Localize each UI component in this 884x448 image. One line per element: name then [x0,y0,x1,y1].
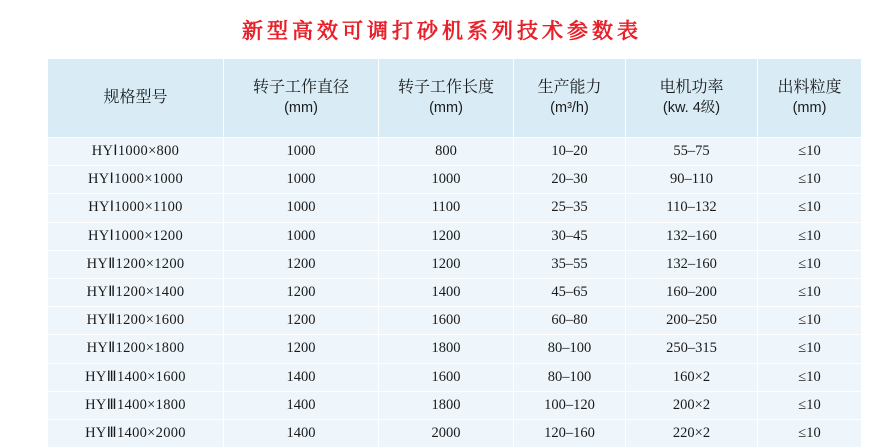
column-header-output [758,59,862,138]
column-header-capacity [514,59,626,138]
cell-model: HYⅢ1400×1800 [48,391,224,419]
page-title: 新型高效可调打砂机系列技术参数表 [242,20,642,43]
cell-power: 200–250 [626,307,758,335]
cell-model: HYⅢ1400×1600 [48,363,224,391]
cell-capacity: 25–35 [514,194,626,222]
cell-diameter: 1200 [224,278,379,306]
column-header-length [379,59,514,138]
cell-length: 1600 [379,307,514,335]
cell-length: 1400 [379,278,514,306]
cell-power: 132–160 [626,222,758,250]
cell-output: ≤10 [758,166,862,194]
cell-capacity: 80–100 [514,363,626,391]
table-header [48,59,862,138]
cell-output: ≤10 [758,250,862,278]
column-header-model [48,59,224,138]
cell-capacity: 80–100 [514,335,626,363]
cell-diameter: 1000 [224,222,379,250]
cell-diameter: 1200 [224,335,379,363]
table-body [48,138,862,448]
cell-power: 160×2 [626,363,758,391]
cell-capacity: 60–80 [514,307,626,335]
column-header-capacity-label: 生产能力 [537,79,602,97]
cell-capacity: 10–20 [514,138,626,166]
cell-power: 160–200 [626,278,758,306]
cell-output: ≤10 [758,419,862,447]
cell-output: ≤10 [758,138,862,166]
column-header-diameter-unit: (mm) [284,100,318,117]
cell-capacity: 20–30 [514,166,626,194]
cell-capacity: 100–120 [514,391,626,419]
cell-length: 1200 [379,222,514,250]
cell-diameter: 1000 [224,138,379,166]
cell-diameter: 1200 [224,250,379,278]
cell-power: 90–110 [626,166,758,194]
cell-power: 110–132 [626,194,758,222]
table-row [48,278,862,306]
cell-output: ≤10 [758,278,862,306]
cell-diameter: 1200 [224,307,379,335]
cell-length: 1000 [379,166,514,194]
cell-diameter: 1000 [224,166,379,194]
cell-model: HYⅢ1400×2000 [48,419,224,447]
table-row [48,363,862,391]
header-row [48,59,862,138]
cell-power: 55–75 [626,138,758,166]
table-row [48,222,862,250]
cell-output: ≤10 [758,222,862,250]
cell-output: ≤10 [758,391,862,419]
cell-model: HYⅠ1000×1000 [48,166,224,194]
cell-output: ≤10 [758,335,862,363]
cell-model: HYⅡ1200×1800 [48,335,224,363]
cell-power: 250–315 [626,335,758,363]
cell-length: 1100 [379,194,514,222]
column-header-model-label: 规格型号 [103,89,168,107]
cell-capacity: 30–45 [514,222,626,250]
cell-power: 132–160 [626,250,758,278]
cell-length: 1800 [379,391,514,419]
cell-model: HYⅠ1000×800 [48,138,224,166]
table-row [48,335,862,363]
cell-output: ≤10 [758,363,862,391]
cell-capacity: 35–55 [514,250,626,278]
cell-capacity: 45–65 [514,278,626,306]
column-header-output-label: 出料粒度 [777,79,842,97]
cell-diameter: 1400 [224,419,379,447]
table-row [48,307,862,335]
cell-diameter: 1400 [224,391,379,419]
column-header-length-label: 转子工作长度 [397,79,494,97]
table-row [48,419,862,447]
table-row [48,391,862,419]
table-row [48,250,862,278]
column-header-output-unit: (mm) [792,100,827,117]
table-row [48,194,862,222]
column-header-power-label: 电机功率 [659,79,724,97]
column-header-capacity-unit: (m³/h) [550,100,589,117]
column-header-diameter [224,59,379,138]
cell-length: 2000 [379,419,514,447]
cell-length: 1200 [379,250,514,278]
spec-table-container [0,58,884,448]
cell-length: 1600 [379,363,514,391]
column-header-length-unit: (mm) [429,100,463,117]
cell-length: 800 [379,138,514,166]
cell-output: ≤10 [758,194,862,222]
column-header-diameter-label: 转子工作直径 [252,79,349,97]
cell-capacity: 120–160 [514,419,626,447]
table-row [48,138,862,166]
column-header-power [626,59,758,138]
cell-diameter: 1400 [224,363,379,391]
cell-power: 200×2 [626,391,758,419]
cell-model: HYⅡ1200×1400 [48,278,224,306]
cell-output: ≤10 [758,307,862,335]
cell-power: 220×2 [626,419,758,447]
cell-model: HYⅡ1200×1200 [48,250,224,278]
spec-table [47,58,862,448]
cell-model: HYⅡ1200×1600 [48,307,224,335]
cell-model: HYⅠ1000×1200 [48,222,224,250]
cell-model: HYⅠ1000×1100 [48,194,224,222]
table-row [48,166,862,194]
cell-diameter: 1000 [224,194,379,222]
column-header-power-unit: (kw. 4级) [662,100,721,117]
cell-length: 1800 [379,335,514,363]
